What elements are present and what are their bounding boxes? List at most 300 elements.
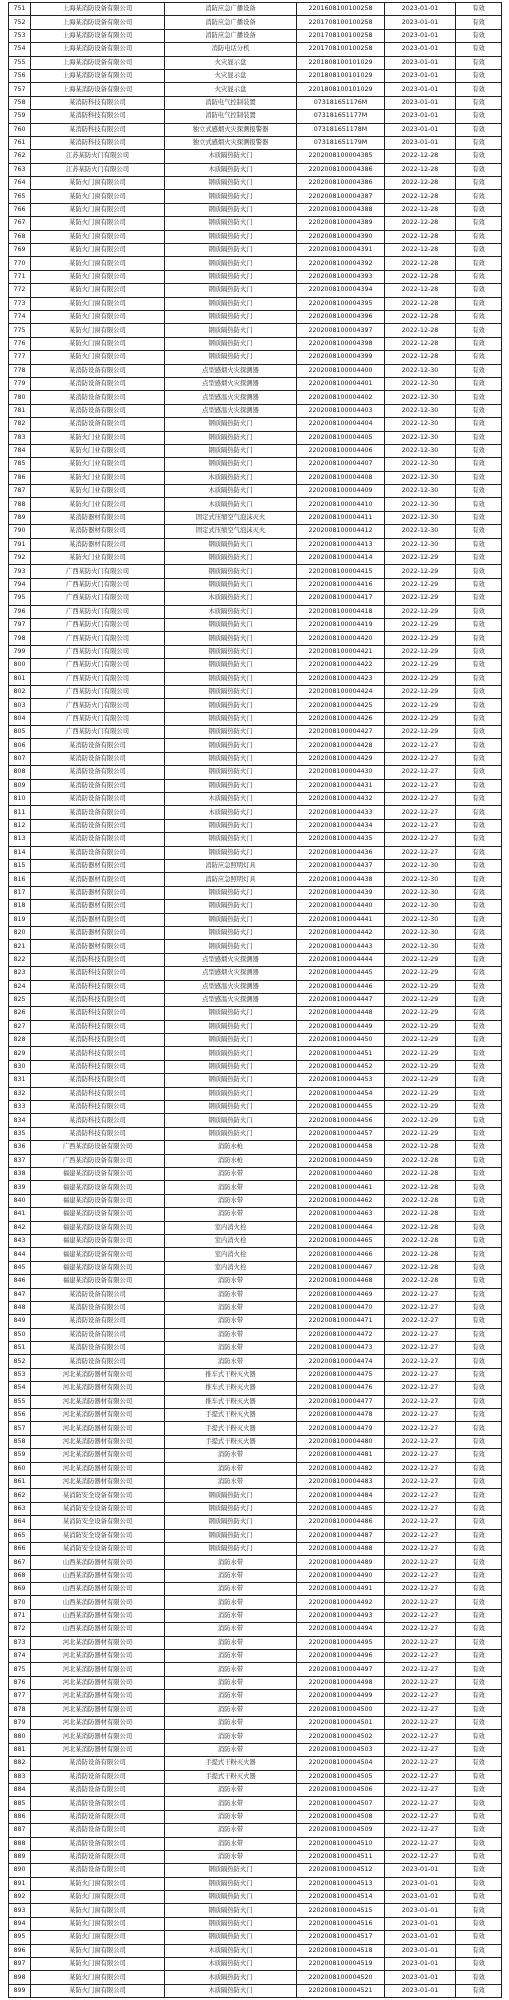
expiry-date-cell: 2022-12-29 [385, 1047, 456, 1060]
status-cell: 有效 [456, 659, 502, 672]
status-cell: 有效 [456, 819, 502, 832]
product-name-cell: 消防水带 [165, 1650, 297, 1663]
manufacturer-cell: 某消防器材有限公司 [31, 860, 165, 873]
table-row [9, 1717, 502, 1730]
expiry-date-cell: 2022-12-27 [385, 846, 456, 859]
manufacturer-cell: 某消防设备有限公司 [31, 739, 165, 752]
certificate-number-cell: 2202008100004404 [297, 418, 385, 431]
manufacturer-cell: 上海某消防设备有限公司 [31, 29, 165, 42]
table-row [9, 1087, 502, 1100]
status-cell: 有效 [456, 404, 502, 417]
expiry-date-cell: 2022-12-28 [385, 257, 456, 270]
expiry-date-cell: 2022-12-27 [385, 1623, 456, 1636]
expiry-date-cell: 2022-12-27 [385, 1717, 456, 1730]
expiry-date-cell: 2022-12-27 [385, 1542, 456, 1555]
status-cell: 有效 [456, 498, 502, 511]
expiry-date-cell: 2022-12-27 [385, 1569, 456, 1582]
table-row [9, 217, 502, 230]
status-cell: 有效 [456, 752, 502, 765]
expiry-date-cell: 2022-12-30 [385, 364, 456, 377]
product-name-cell: 消防水带 [165, 1355, 297, 1368]
table-row [9, 1301, 502, 1314]
expiry-date-cell: 2022-12-29 [385, 1074, 456, 1087]
certificate-number-cell: 2202008100004466 [297, 1248, 385, 1261]
expiry-date-cell: 2022-12-29 [385, 578, 456, 591]
expiry-date-cell: 2022-12-27 [385, 1368, 456, 1381]
row-index: 854 [9, 1382, 31, 1395]
product-name-cell: 钢质隔热防火门 [165, 685, 297, 698]
certificate-number-cell: 2202008100004468 [297, 1275, 385, 1288]
product-name-cell: 消防水带 [165, 1342, 297, 1355]
row-index: 891 [9, 1877, 31, 1890]
certificate-number-cell: 2202008100004474 [297, 1355, 385, 1368]
expiry-date-cell: 2022-12-29 [385, 672, 456, 685]
product-name-cell: 消防水带 [165, 1663, 297, 1676]
expiry-date-cell: 2022-12-28 [385, 1154, 456, 1167]
product-name-cell: 消防水带 [165, 1301, 297, 1314]
manufacturer-cell: 某消防设备有限公司 [31, 1824, 165, 1837]
expiry-date-cell: 2022-12-27 [385, 1730, 456, 1743]
manufacturer-cell: 福建某消防设备有限公司 [31, 1234, 165, 1247]
row-index: 878 [9, 1703, 31, 1716]
expiry-date-cell: 2022-12-29 [385, 1087, 456, 1100]
product-name-cell: 钢质隔热防火门 [165, 1047, 297, 1060]
table-row [9, 605, 502, 618]
table-row [9, 310, 502, 323]
manufacturer-cell: 某防火门窗有限公司 [31, 324, 165, 337]
product-name-cell: 消防水带 [165, 1837, 297, 1850]
certificate-number-cell: 2202008100004485 [297, 1502, 385, 1515]
product-name-cell: 钢质隔热防火门 [165, 418, 297, 431]
manufacturer-cell: 某消防科技有限公司 [31, 980, 165, 993]
certificate-number-cell: 2202008100004413 [297, 538, 385, 551]
product-name-cell: 消防水带 [165, 1730, 297, 1743]
table-row [9, 632, 502, 645]
product-name-cell: 推车式干粉灭火器 [165, 1368, 297, 1381]
certificate-number-cell: 2202008100004429 [297, 752, 385, 765]
product-name-cell: 消防电气控制装置 [165, 96, 297, 109]
table-row [9, 1288, 502, 1301]
row-index: 852 [9, 1355, 31, 1368]
manufacturer-cell: 某消防设备有限公司 [31, 752, 165, 765]
row-index: 885 [9, 1797, 31, 1810]
row-index: 804 [9, 712, 31, 725]
row-index: 768 [9, 230, 31, 243]
certificate-number-cell: 2202008100004484 [297, 1489, 385, 1502]
manufacturer-cell: 福建某消防设备有限公司 [31, 1248, 165, 1261]
status-cell: 有效 [456, 1087, 502, 1100]
status-cell: 有效 [456, 1489, 502, 1502]
row-index: 845 [9, 1261, 31, 1274]
table-row [9, 1007, 502, 1020]
product-name-cell: 消防水带 [165, 1583, 297, 1596]
manufacturer-cell: 某消防设备有限公司 [31, 846, 165, 859]
row-index: 882 [9, 1757, 31, 1770]
product-name-cell: 室内消火栓 [165, 1234, 297, 1247]
table-row [9, 1060, 502, 1073]
product-name-cell: 钢质隔热防火门 [165, 779, 297, 792]
row-index: 850 [9, 1328, 31, 1341]
manufacturer-cell: 福建某消防设备有限公司 [31, 1261, 165, 1274]
expiry-date-cell: 2023-01-01 [385, 123, 456, 136]
row-index: 785 [9, 458, 31, 471]
status-cell: 有效 [456, 552, 502, 565]
status-cell: 有效 [456, 123, 502, 136]
table-row [9, 886, 502, 899]
status-cell: 有效 [456, 1007, 502, 1020]
manufacturer-cell: 某消防设备有限公司 [31, 806, 165, 819]
status-cell: 有效 [456, 96, 502, 109]
status-cell: 有效 [456, 766, 502, 779]
product-name-cell: 木质隔热防火门 [165, 806, 297, 819]
row-index: 783 [9, 431, 31, 444]
row-index: 838 [9, 1167, 31, 1180]
row-index: 829 [9, 1047, 31, 1060]
status-cell: 有效 [456, 270, 502, 283]
manufacturer-cell: 河北某消防器材有限公司 [31, 1743, 165, 1756]
manufacturer-cell: 某消防安全设备有限公司 [31, 1542, 165, 1555]
manufacturer-cell: 某消防安全设备有限公司 [31, 1529, 165, 1542]
expiry-date-cell: 2023-01-01 [385, 1944, 456, 1957]
status-cell: 有效 [456, 685, 502, 698]
row-index: 883 [9, 1770, 31, 1783]
table-row [9, 1877, 502, 1890]
status-cell: 有效 [456, 110, 502, 123]
row-index: 865 [9, 1529, 31, 1542]
row-index: 758 [9, 96, 31, 109]
product-name-cell: 钢质隔热防火门 [165, 270, 297, 283]
product-name-cell: 消防水带 [165, 1462, 297, 1475]
certificate-number-cell: 2202008100004389 [297, 217, 385, 230]
expiry-date-cell: 2022-12-29 [385, 1114, 456, 1127]
manufacturer-cell: 某消防设备有限公司 [31, 391, 165, 404]
manufacturer-cell: 山西某消防器材有限公司 [31, 1556, 165, 1569]
certificate-number-cell: 2202008100004472 [297, 1328, 385, 1341]
table-row [9, 1395, 502, 1408]
product-name-cell: 钢质隔热防火门 [165, 1489, 297, 1502]
row-index: 821 [9, 940, 31, 953]
row-index: 807 [9, 752, 31, 765]
row-index: 777 [9, 351, 31, 364]
table-row [9, 699, 502, 712]
certificate-number-cell: 2202008100004497 [297, 1663, 385, 1676]
product-name-cell: 钢质隔热防火门 [165, 739, 297, 752]
expiry-date-cell: 2022-12-27 [385, 1502, 456, 1515]
expiry-date-cell: 2023-01-01 [385, 83, 456, 96]
product-name-cell: 钢质隔热防火门 [165, 1864, 297, 1877]
manufacturer-cell: 山西某消防器材有限公司 [31, 1609, 165, 1622]
expiry-date-cell: 2022-12-29 [385, 659, 456, 672]
certificate-number-cell: 2202008100004432 [297, 793, 385, 806]
status-cell: 有效 [456, 377, 502, 390]
expiry-date-cell: 2023-01-01 [385, 1877, 456, 1890]
table-row [9, 1623, 502, 1636]
certificate-number-cell: 2202008100004458 [297, 1141, 385, 1154]
table-row [9, 1971, 502, 1984]
manufacturer-cell: 某消防科技有限公司 [31, 993, 165, 1006]
table-row [9, 1074, 502, 1087]
certificate-number-cell: 2202008100004488 [297, 1542, 385, 1555]
expiry-date-cell: 2023-01-01 [385, 16, 456, 29]
expiry-date-cell: 2022-12-28 [385, 337, 456, 350]
table-row [9, 1783, 502, 1796]
product-name-cell: 钢质隔热防火门 [165, 244, 297, 257]
status-cell: 有效 [456, 632, 502, 645]
table-row [9, 1382, 502, 1395]
status-cell: 有效 [456, 1435, 502, 1448]
expiry-date-cell: 2023-01-01 [385, 136, 456, 149]
certificate-number-cell: 2202008100004486 [297, 1516, 385, 1529]
manufacturer-cell: 某消防设备有限公司 [31, 1288, 165, 1301]
certificate-number-cell: 2202008100004517 [297, 1931, 385, 1944]
status-cell: 有效 [456, 699, 502, 712]
certificate-number-cell: 2202008100004436 [297, 846, 385, 859]
manufacturer-cell: 某防火门窗有限公司 [31, 1971, 165, 1984]
manufacturer-cell: 广西某消防设备有限公司 [31, 1141, 165, 1154]
table-row [9, 1609, 502, 1622]
table-row [9, 43, 502, 56]
table-row [9, 846, 502, 859]
certificate-number-cell: 2202008100004467 [297, 1261, 385, 1274]
product-name-cell: 钢质隔热防火门 [165, 1007, 297, 1020]
table-row [9, 1797, 502, 1810]
status-cell: 有效 [456, 980, 502, 993]
table-row [9, 980, 502, 993]
status-cell: 有效 [456, 1475, 502, 1488]
expiry-date-cell: 2022-12-28 [385, 1194, 456, 1207]
product-name-cell: 消防水带 [165, 1181, 297, 1194]
product-name-cell: 手提式干粉灭火器 [165, 1422, 297, 1435]
status-cell: 有效 [456, 1114, 502, 1127]
product-name-cell: 钢质隔热防火门 [165, 752, 297, 765]
manufacturer-cell: 某消防设备有限公司 [31, 1770, 165, 1783]
product-name-cell: 消防水带 [165, 1797, 297, 1810]
certificate-number-cell: 2202008100004496 [297, 1650, 385, 1663]
expiry-date-cell: 2022-12-28 [385, 284, 456, 297]
expiry-date-cell: 2022-12-27 [385, 1650, 456, 1663]
table-row [9, 1355, 502, 1368]
expiry-date-cell: 2022-12-29 [385, 993, 456, 1006]
certificate-number-cell: 2202008100004385 [297, 150, 385, 163]
certificate-number-cell: 2202008100004515 [297, 1904, 385, 1917]
status-cell: 有效 [456, 1743, 502, 1756]
manufacturer-cell: 某消防设备有限公司 [31, 819, 165, 832]
table-row [9, 1757, 502, 1770]
table-row [9, 511, 502, 524]
certificate-number-cell: 2201608100100258 [297, 3, 385, 16]
status-cell: 有效 [456, 967, 502, 980]
table-row [9, 1234, 502, 1247]
row-index: 814 [9, 846, 31, 859]
certificate-number-cell: 2202008100004417 [297, 592, 385, 605]
manufacturer-cell: 广西某防火门有限公司 [31, 605, 165, 618]
table-row [9, 833, 502, 846]
table-row [9, 364, 502, 377]
row-index: 835 [9, 1127, 31, 1140]
manufacturer-cell: 某防火门窗有限公司 [31, 270, 165, 283]
certificate-number-cell: 2202008100004446 [297, 980, 385, 993]
product-name-cell: 消防水带 [165, 1569, 297, 1582]
table-row [9, 940, 502, 953]
expiry-date-cell: 2023-01-01 [385, 1904, 456, 1917]
product-name-cell: 钢质隔热防火门 [165, 1891, 297, 1904]
product-name-cell: 木质隔热防火门 [165, 485, 297, 498]
product-name-cell: 手提式干粉灭火器 [165, 1409, 297, 1422]
manufacturer-cell: 某消防设备有限公司 [31, 1315, 165, 1328]
expiry-date-cell: 2022-12-29 [385, 1020, 456, 1033]
status-cell: 有效 [456, 618, 502, 631]
row-index: 801 [9, 672, 31, 685]
manufacturer-cell: 某消防科技有限公司 [31, 1007, 165, 1020]
certificate-number-cell: 2202008100004456 [297, 1114, 385, 1127]
status-cell: 有效 [456, 538, 502, 551]
row-index: 871 [9, 1609, 31, 1622]
product-name-cell: 消防水带 [165, 1556, 297, 1569]
table-row [9, 1743, 502, 1756]
product-name-cell: 消防水枪 [165, 1141, 297, 1154]
manufacturer-cell: 某消防器材有限公司 [31, 900, 165, 913]
status-cell: 有效 [456, 56, 502, 69]
product-name-cell: 消防水带 [165, 1850, 297, 1863]
expiry-date-cell: 2022-12-28 [385, 1141, 456, 1154]
manufacturer-cell: 河北某消防器材有限公司 [31, 1435, 165, 1448]
expiry-date-cell: 2022-12-28 [385, 351, 456, 364]
row-index: 896 [9, 1944, 31, 1957]
row-index: 813 [9, 833, 31, 846]
row-index: 867 [9, 1556, 31, 1569]
table-row [9, 967, 502, 980]
certificate-number-cell: 2202008100004463 [297, 1208, 385, 1221]
manufacturer-cell: 广西某防火门有限公司 [31, 659, 165, 672]
row-index: 863 [9, 1502, 31, 1515]
row-index: 793 [9, 565, 31, 578]
certificate-number-cell: 2201708100100258 [297, 43, 385, 56]
expiry-date-cell: 2022-12-30 [385, 471, 456, 484]
expiry-date-cell: 2023-01-01 [385, 1958, 456, 1971]
certificate-number-cell: 2202008100004482 [297, 1462, 385, 1475]
expiry-date-cell: 2022-12-29 [385, 712, 456, 725]
expiry-date-cell: 2022-12-28 [385, 1261, 456, 1274]
certificate-number-cell: 2202008100004510 [297, 1837, 385, 1850]
certificate-number-cell: 2202008100004405 [297, 431, 385, 444]
expiry-date-cell: 2022-12-27 [385, 819, 456, 832]
row-index: 833 [9, 1101, 31, 1114]
row-index: 817 [9, 886, 31, 899]
manufacturer-cell: 福建某消防设备有限公司 [31, 1167, 165, 1180]
expiry-date-cell: 2022-12-28 [385, 244, 456, 257]
manufacturer-cell: 某消防设备有限公司 [31, 1864, 165, 1877]
table-row [9, 324, 502, 337]
product-name-cell: 消防水带 [165, 1810, 297, 1823]
manufacturer-cell: 某消防设备有限公司 [31, 418, 165, 431]
table-row [9, 993, 502, 1006]
status-cell: 有效 [456, 1984, 502, 1997]
expiry-date-cell: 2022-12-27 [385, 1810, 456, 1823]
expiry-date-cell: 2022-12-30 [385, 485, 456, 498]
manufacturer-cell: 某防火门窗有限公司 [31, 177, 165, 190]
product-name-cell: 消防电话分机 [165, 43, 297, 56]
manufacturer-cell: 某防火门窗有限公司 [31, 1877, 165, 1890]
manufacturer-cell: 江苏某防火门有限公司 [31, 163, 165, 176]
product-name-cell: 钢质隔热防火门 [165, 1060, 297, 1073]
expiry-date-cell: 2022-12-27 [385, 1422, 456, 1435]
certificate-number-cell: 2202008100004391 [297, 244, 385, 257]
certificate-number-cell: 2202008100004452 [297, 1060, 385, 1073]
row-index: 819 [9, 913, 31, 926]
status-cell: 有效 [456, 43, 502, 56]
row-index: 862 [9, 1489, 31, 1502]
table-row [9, 1489, 502, 1502]
table-row [9, 498, 502, 511]
table-row [9, 1154, 502, 1167]
product-name-cell: 钢质隔热防火门 [165, 699, 297, 712]
table-row [9, 1542, 502, 1555]
product-name-cell: 钢质隔热防火门 [165, 1074, 297, 1087]
product-name-cell: 钢质隔热防火门 [165, 1877, 297, 1890]
certificate-number-cell: 2202008100004394 [297, 284, 385, 297]
expiry-date-cell: 2022-12-29 [385, 632, 456, 645]
product-name-cell: 钢质隔热防火门 [165, 819, 297, 832]
product-name-cell: 消防水带 [165, 1596, 297, 1609]
product-name-cell: 点型感烟火灾探测器 [165, 953, 297, 966]
product-name-cell: 钢质隔热防火门 [165, 444, 297, 457]
expiry-date-cell: 2022-12-30 [385, 525, 456, 538]
status-cell: 有效 [456, 1301, 502, 1314]
expiry-date-cell: 2022-12-27 [385, 1609, 456, 1622]
product-name-cell: 钢质隔热防火门 [165, 1516, 297, 1529]
certificate-number-cell: 2202008100004465 [297, 1234, 385, 1247]
status-cell: 有效 [456, 926, 502, 939]
status-cell: 有效 [456, 418, 502, 431]
expiry-date-cell: 2022-12-27 [385, 793, 456, 806]
row-index: 784 [9, 444, 31, 457]
product-name-cell: 消防水带 [165, 1636, 297, 1649]
row-index: 824 [9, 980, 31, 993]
table-row [9, 3, 502, 16]
expiry-date-cell: 2022-12-28 [385, 190, 456, 203]
status-cell: 有效 [456, 1837, 502, 1850]
table-row [9, 726, 502, 739]
manufacturer-cell: 某消防科技有限公司 [31, 1020, 165, 1033]
expiry-date-cell: 2023-01-01 [385, 3, 456, 16]
manufacturer-cell: 广西某防火门有限公司 [31, 592, 165, 605]
certificate-number-cell: 2202008100004479 [297, 1422, 385, 1435]
product-name-cell: 钢质隔热防火门 [165, 177, 297, 190]
manufacturer-cell: 某消防科技有限公司 [31, 1060, 165, 1073]
status-cell: 有效 [456, 83, 502, 96]
status-cell: 有效 [456, 1529, 502, 1542]
table-row [9, 1891, 502, 1904]
certificate-number-cell: 2202008100004398 [297, 337, 385, 350]
table-row [9, 525, 502, 538]
product-name-cell: 消防应急广播设备 [165, 29, 297, 42]
manufacturer-cell: 福建某消防设备有限公司 [31, 1208, 165, 1221]
status-cell: 有效 [456, 1650, 502, 1663]
certificate-number-cell: 2202008100004393 [297, 270, 385, 283]
expiry-date-cell: 2022-12-28 [385, 324, 456, 337]
manufacturer-cell: 某消防器材有限公司 [31, 511, 165, 524]
certificate-number-cell: 2202008100004464 [297, 1221, 385, 1234]
row-index: 847 [9, 1288, 31, 1301]
certificate-number-cell: 2202008100004447 [297, 993, 385, 1006]
table-row [9, 123, 502, 136]
status-cell: 有效 [456, 1516, 502, 1529]
table-body [9, 3, 502, 1998]
product-name-cell: 钢质隔热防火门 [165, 1087, 297, 1100]
row-index: 874 [9, 1650, 31, 1663]
certificate-number-cell: 073181651176M [297, 96, 385, 109]
expiry-date-cell: 2022-12-28 [385, 1234, 456, 1247]
